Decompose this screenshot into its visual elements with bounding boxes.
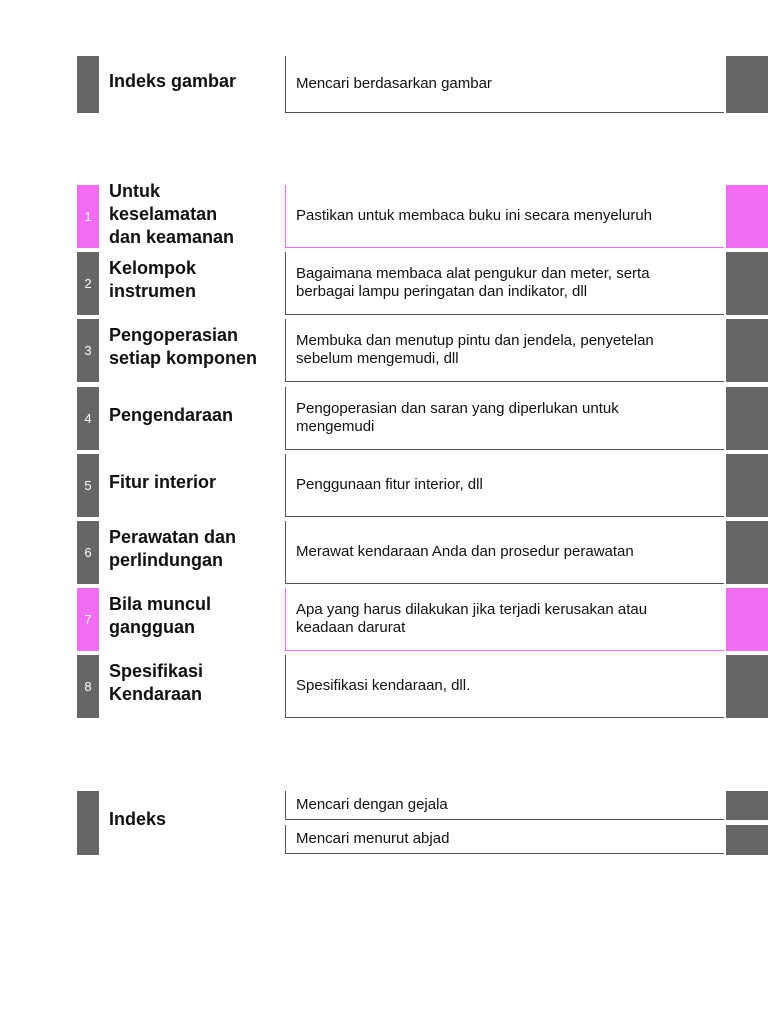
chapter-number: 8: [77, 655, 99, 718]
chapter-row-5[interactable]: [0, 454, 768, 517]
chapter-desc: Penggunaan fitur interior, dll: [285, 454, 724, 517]
chapter-tab[interactable]: [726, 252, 768, 315]
chapter-tab[interactable]: [726, 655, 768, 718]
chapter-number: 6: [77, 521, 99, 584]
chapter-title: Untuk keselamatan dan keamanan: [109, 180, 235, 247]
chapter-desc: Apa yang harus dilakukan jika terjadi kerusakan atau keadaan darurat: [285, 588, 724, 651]
chapter-tab[interactable]: [726, 319, 768, 382]
chapter-title: Perawatan dan perlindungan: [109, 527, 237, 570]
index-tab-alphabetical[interactable]: [726, 825, 768, 855]
chapter-desc: Pengoperasian dan saran yang diperlukan untuk mengemudi: [285, 387, 724, 450]
index-marker: [77, 791, 99, 855]
chapter-row-7[interactable]: [0, 588, 768, 651]
chapter-title: Pengoperasian setiap komponen: [109, 325, 258, 368]
index-title: Indeks: [109, 808, 167, 829]
chapter-desc: Pastikan untuk membaca buku ini secara menyeluruh: [285, 185, 724, 248]
index-tab-symptoms[interactable]: [726, 791, 768, 820]
chapter-desc: Spesifikasi kendaraan, dll.: [285, 655, 724, 718]
chapter-row-3[interactable]: [0, 319, 768, 382]
index-row: [0, 791, 768, 855]
chapter-number: 5: [77, 454, 99, 517]
chapter-title: Kelompok instrumen: [109, 258, 197, 301]
chapter-desc: Bagaimana membaca alat pengukur dan meter, serta berbagai lampu peringatan dan indikator, dll: [285, 252, 724, 315]
picture-index-row[interactable]: [0, 56, 768, 113]
chapter-number: 1: [77, 185, 99, 248]
index-item-alphabetical[interactable]: Mencari menurut abjad: [285, 825, 724, 854]
chapter-number: 4: [77, 387, 99, 450]
index-item-symptoms[interactable]: Mencari dengan gejala: [285, 791, 724, 820]
picture-index-marker: [77, 56, 99, 113]
chapter-title: Pengendaraan: [109, 404, 234, 425]
chapter-row-4[interactable]: [0, 387, 768, 450]
picture-index-tab[interactable]: [726, 56, 768, 113]
chapter-title: Bila muncul gangguan: [109, 594, 212, 637]
chapter-row-8[interactable]: [0, 655, 768, 718]
chapter-title: Fitur interior: [109, 471, 216, 492]
chapter-desc: Merawat kendaraan Anda dan prosedur perawatan: [285, 521, 724, 584]
chapter-number: 2: [77, 252, 99, 315]
chapter-tab[interactable]: [726, 185, 768, 248]
picture-index-desc: Mencari berdasarkan gambar: [285, 56, 724, 113]
chapter-tab[interactable]: [726, 521, 768, 584]
picture-index-title: Indeks gambar: [109, 70, 237, 91]
chapter-tab[interactable]: [726, 454, 768, 517]
chapter-row-2[interactable]: [0, 252, 768, 315]
chapter-number: 7: [77, 588, 99, 651]
chapter-desc: Membuka dan menutup pintu dan jendela, penyetelan sebelum mengemudi, dll: [285, 319, 724, 382]
chapter-number: 3: [77, 319, 99, 382]
chapter-row-1[interactable]: [0, 180, 768, 248]
chapter-tab[interactable]: [726, 588, 768, 651]
chapter-row-6[interactable]: [0, 521, 768, 584]
chapter-tab[interactable]: [726, 387, 768, 450]
chapter-title: Spesifikasi Kendaraan: [109, 661, 204, 704]
